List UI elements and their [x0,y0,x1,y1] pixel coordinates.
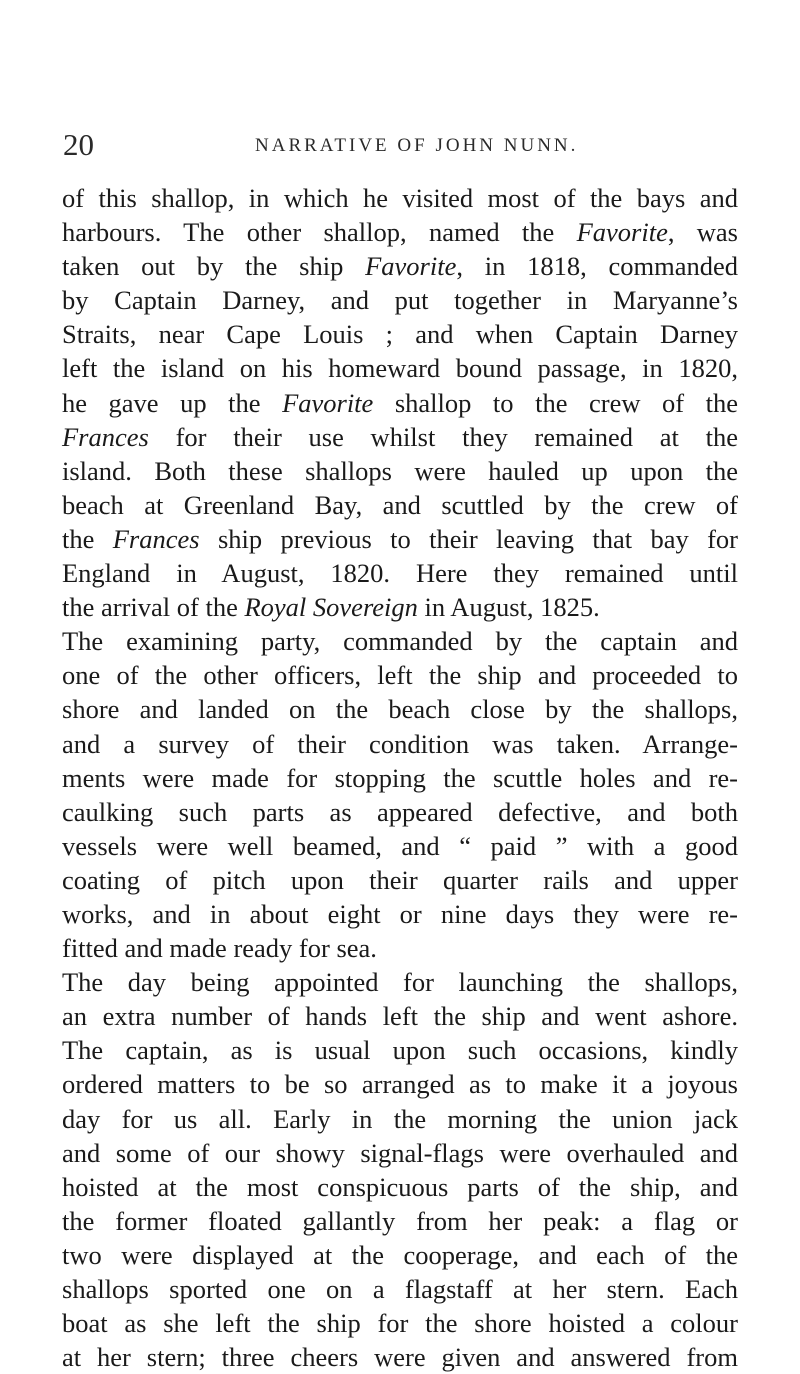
text-line [62,590,738,624]
text-run: hoisted at the most conspicuous parts of the ship, and [62,1171,738,1202]
text-run: ship previous to their leaving that bay for [199,523,739,554]
text-run: left the island on his homeward bound passage, in 1820, [62,353,738,384]
text-run: shallops sported one on a flagstaff at her stern. Each [62,1274,738,1304]
text-run: coating of pitch upon their quarter rails and upper [62,864,738,895]
text-line [62,965,738,999]
text-run: The examining party, commanded by the captain and [62,626,738,657]
ship-name: Royal Sovereign [244,592,418,623]
text-line [62,999,738,1033]
text-line [62,624,738,658]
text-line [62,1238,738,1272]
text-line [62,556,738,590]
text-line [62,658,738,692]
text-run: in August, 1825. [417,592,600,623]
text-run: the [62,523,113,554]
page-number: 20 [63,127,94,162]
text-run: an extra number of hands left the ship and went ashore. [62,1001,738,1032]
text-run: day for us all. Early in the morning the union jack [62,1103,738,1134]
text-line [62,795,738,829]
text-line [62,1102,738,1136]
text-line [62,181,738,215]
text-line [62,522,738,556]
text-line [62,488,738,522]
text-line [62,454,738,488]
ship-name: Frances [112,523,200,554]
text-line [62,897,738,931]
text-run: ordered matters to be so arranged as to make it a joyous [62,1069,738,1100]
text-run: , in 1818, commanded [456,251,738,282]
text-run: boat as she left the ship for the shore hoisted a colour [62,1308,738,1339]
text-run: the former floated gallantly from her peak: a flag or [62,1205,738,1236]
text-line [62,420,738,454]
body-text [62,181,738,1374]
text-line [62,1067,738,1101]
text-line [62,1306,738,1340]
ship-name: Favorite [365,251,457,282]
text-line [62,1272,738,1306]
text-run: and some of our showy signal-flags were overhauled and [62,1137,738,1168]
text-run: taken out by the ship [62,251,366,282]
text-line [62,829,738,863]
text-line [62,386,738,420]
text-run: vessels were well beamed, and “ paid ” with a good [62,830,738,861]
text-line [62,692,738,726]
text-run: at her stern; three cheers were given and answered from [62,1342,738,1373]
text-run: The captain, as is usual upon such occasions, kindly [62,1035,738,1066]
text-line [62,1340,738,1374]
running-head [63,128,703,162]
text-run: island. Both these shallops were hauled up upon the [62,455,738,486]
text-run: works, and in about eight or nine days they were re- [62,898,738,929]
text-line [62,931,738,965]
text-line [62,351,738,385]
text-run: by Captain Darney, and put together in Maryanne’s [62,285,738,316]
text-run: of this shallop, in which he visited most of the bays and [62,183,738,213]
text-run: beach at Greenland Bay, and scuttled by the crew of [62,489,738,520]
text-run: ments were made for stopping the scuttle holes and re- [62,762,738,793]
text-run: shore and landed on the beach close by the shallops, [62,694,738,725]
text-line [62,215,738,249]
text-line [62,1136,738,1170]
text-run: two were displayed at the cooperage, and each of the [62,1239,738,1270]
text-run: , was [667,217,738,248]
text-line [62,249,738,283]
text-run: and a survey of their condition was taken. Arrange- [62,728,738,759]
text-run: England in August, 1820. Here they remained until [62,558,738,589]
text-line [62,283,738,317]
ship-name: Favorite [282,387,374,418]
text-run: shallop to the crew of the [373,387,738,418]
text-line [62,1033,738,1067]
text-line [62,1170,738,1204]
text-line [62,317,738,351]
text-run: one of the other officers, left the ship and proceeded to [62,660,738,691]
running-title: NARRATIVE OF JOHN NUNN. [255,135,579,156]
ship-name: Favorite [576,217,668,248]
text-run: he gave up the [62,387,283,418]
text-line [62,727,738,761]
text-run: for their use whilst they remained at the [148,421,738,452]
ship-name: Frances [62,421,149,452]
text-run: Straits, near Cape Louis ; and when Captain Darney [62,319,738,350]
text-line [62,1204,738,1238]
text-run: The day being appointed for launching the shallops, [62,967,738,998]
text-line [62,863,738,897]
text-line [62,761,738,795]
text-run: caulking such parts as appeared defective, and both [62,796,738,827]
text-run: fitted and made ready for sea. [62,933,377,964]
text-run: the arrival of the [62,592,245,623]
text-run: harbours. The other shallop, named the [62,217,577,248]
